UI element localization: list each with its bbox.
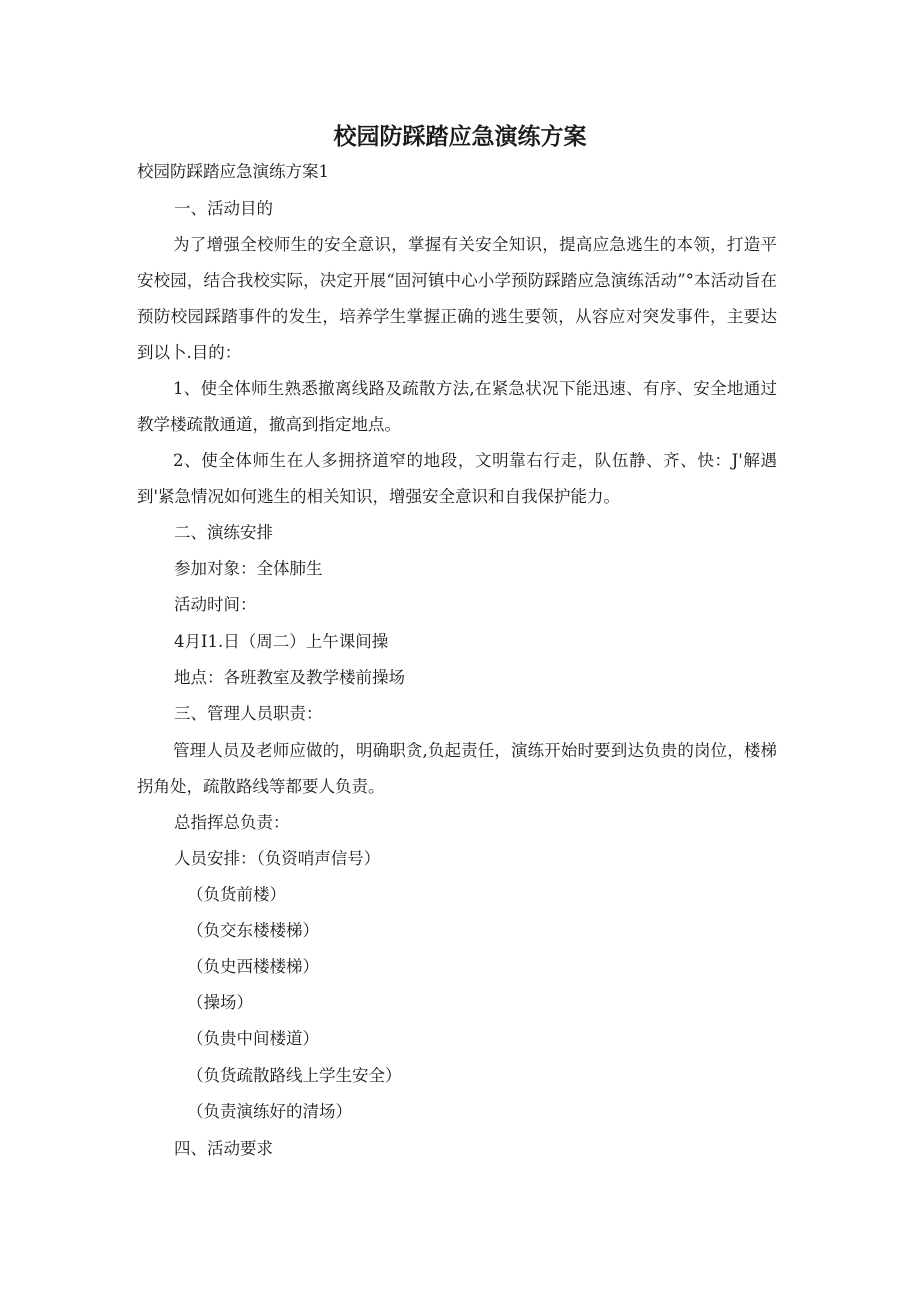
paragraph-point-2: 2、使全体师生在人多拥挤道窄的地段，文明靠右行走，队伍静、齐、快：J'解遇到'紧急情况如何逃生的相关知识，增强安全意识和自我保护能力。 [137,451,777,506]
staff-label-line: 人员安排：（负资哨声信号） [174,849,381,868]
section-heading-2: 二、演练安排 [174,523,273,542]
section-heading-1: 一、活动目的 [174,199,273,218]
section-heading-3: 三、管理人员职责： [174,704,323,723]
document-title: 校园防踩踏应急演练方案 [333,124,587,150]
section-heading-4: 四、活动要求 [174,1139,273,1158]
staff-item: （负交东楼楼梯） [187,921,319,940]
staff-item: （负责演练好的清场） [187,1102,352,1121]
paragraph-purpose: 为了增强全校师生的安全意识，掌握有关安全知识，提高应急逃生的本领，打造平安校园，结合我校实际，决定开展“固河镇中心小学预防踩踏应急演练活动”°本活动旨在预防校园踩踏事件的发生，培养学生掌握正确的逃生要领，从容应对突发事件，主要达到以卜.目的： [137,235,777,362]
staff-item: （负货疏散路线上学生安全） [187,1066,402,1085]
staff-item: （负史西楼楼梯） [187,957,319,976]
paragraph-duties: 管理人员及老师应做的，明确职贪,负起责任，演练开始时要到达负贵的岗位，楼梯拐角处，疏散路线等都要人负责。 [137,741,777,796]
staff-item: （负货前楼） [187,885,286,904]
paragraph-point-1: 1、使全体师生熟悉撤离线路及疏散方法,在紧急状况下能迅速、有序、安全地通过教学楼疏散通道，撤高到指定地点。 [137,379,777,434]
participants-line: 参加对象：全体肺生 [174,559,323,578]
staff-item: （负贵中间楼道） [187,1029,319,1048]
document-subtitle: 校园防踩踏应急演练方案1 [137,162,329,181]
time-value-line: 4月I1.日（周二）上午课间操 [174,632,389,651]
time-label-line: 活动时间： [174,595,257,614]
commander-line: 总指挥总负责： [174,813,290,832]
staff-item: （操场） [187,993,253,1012]
location-line: 地点：各班教室及教学楼前操场 [174,668,405,687]
